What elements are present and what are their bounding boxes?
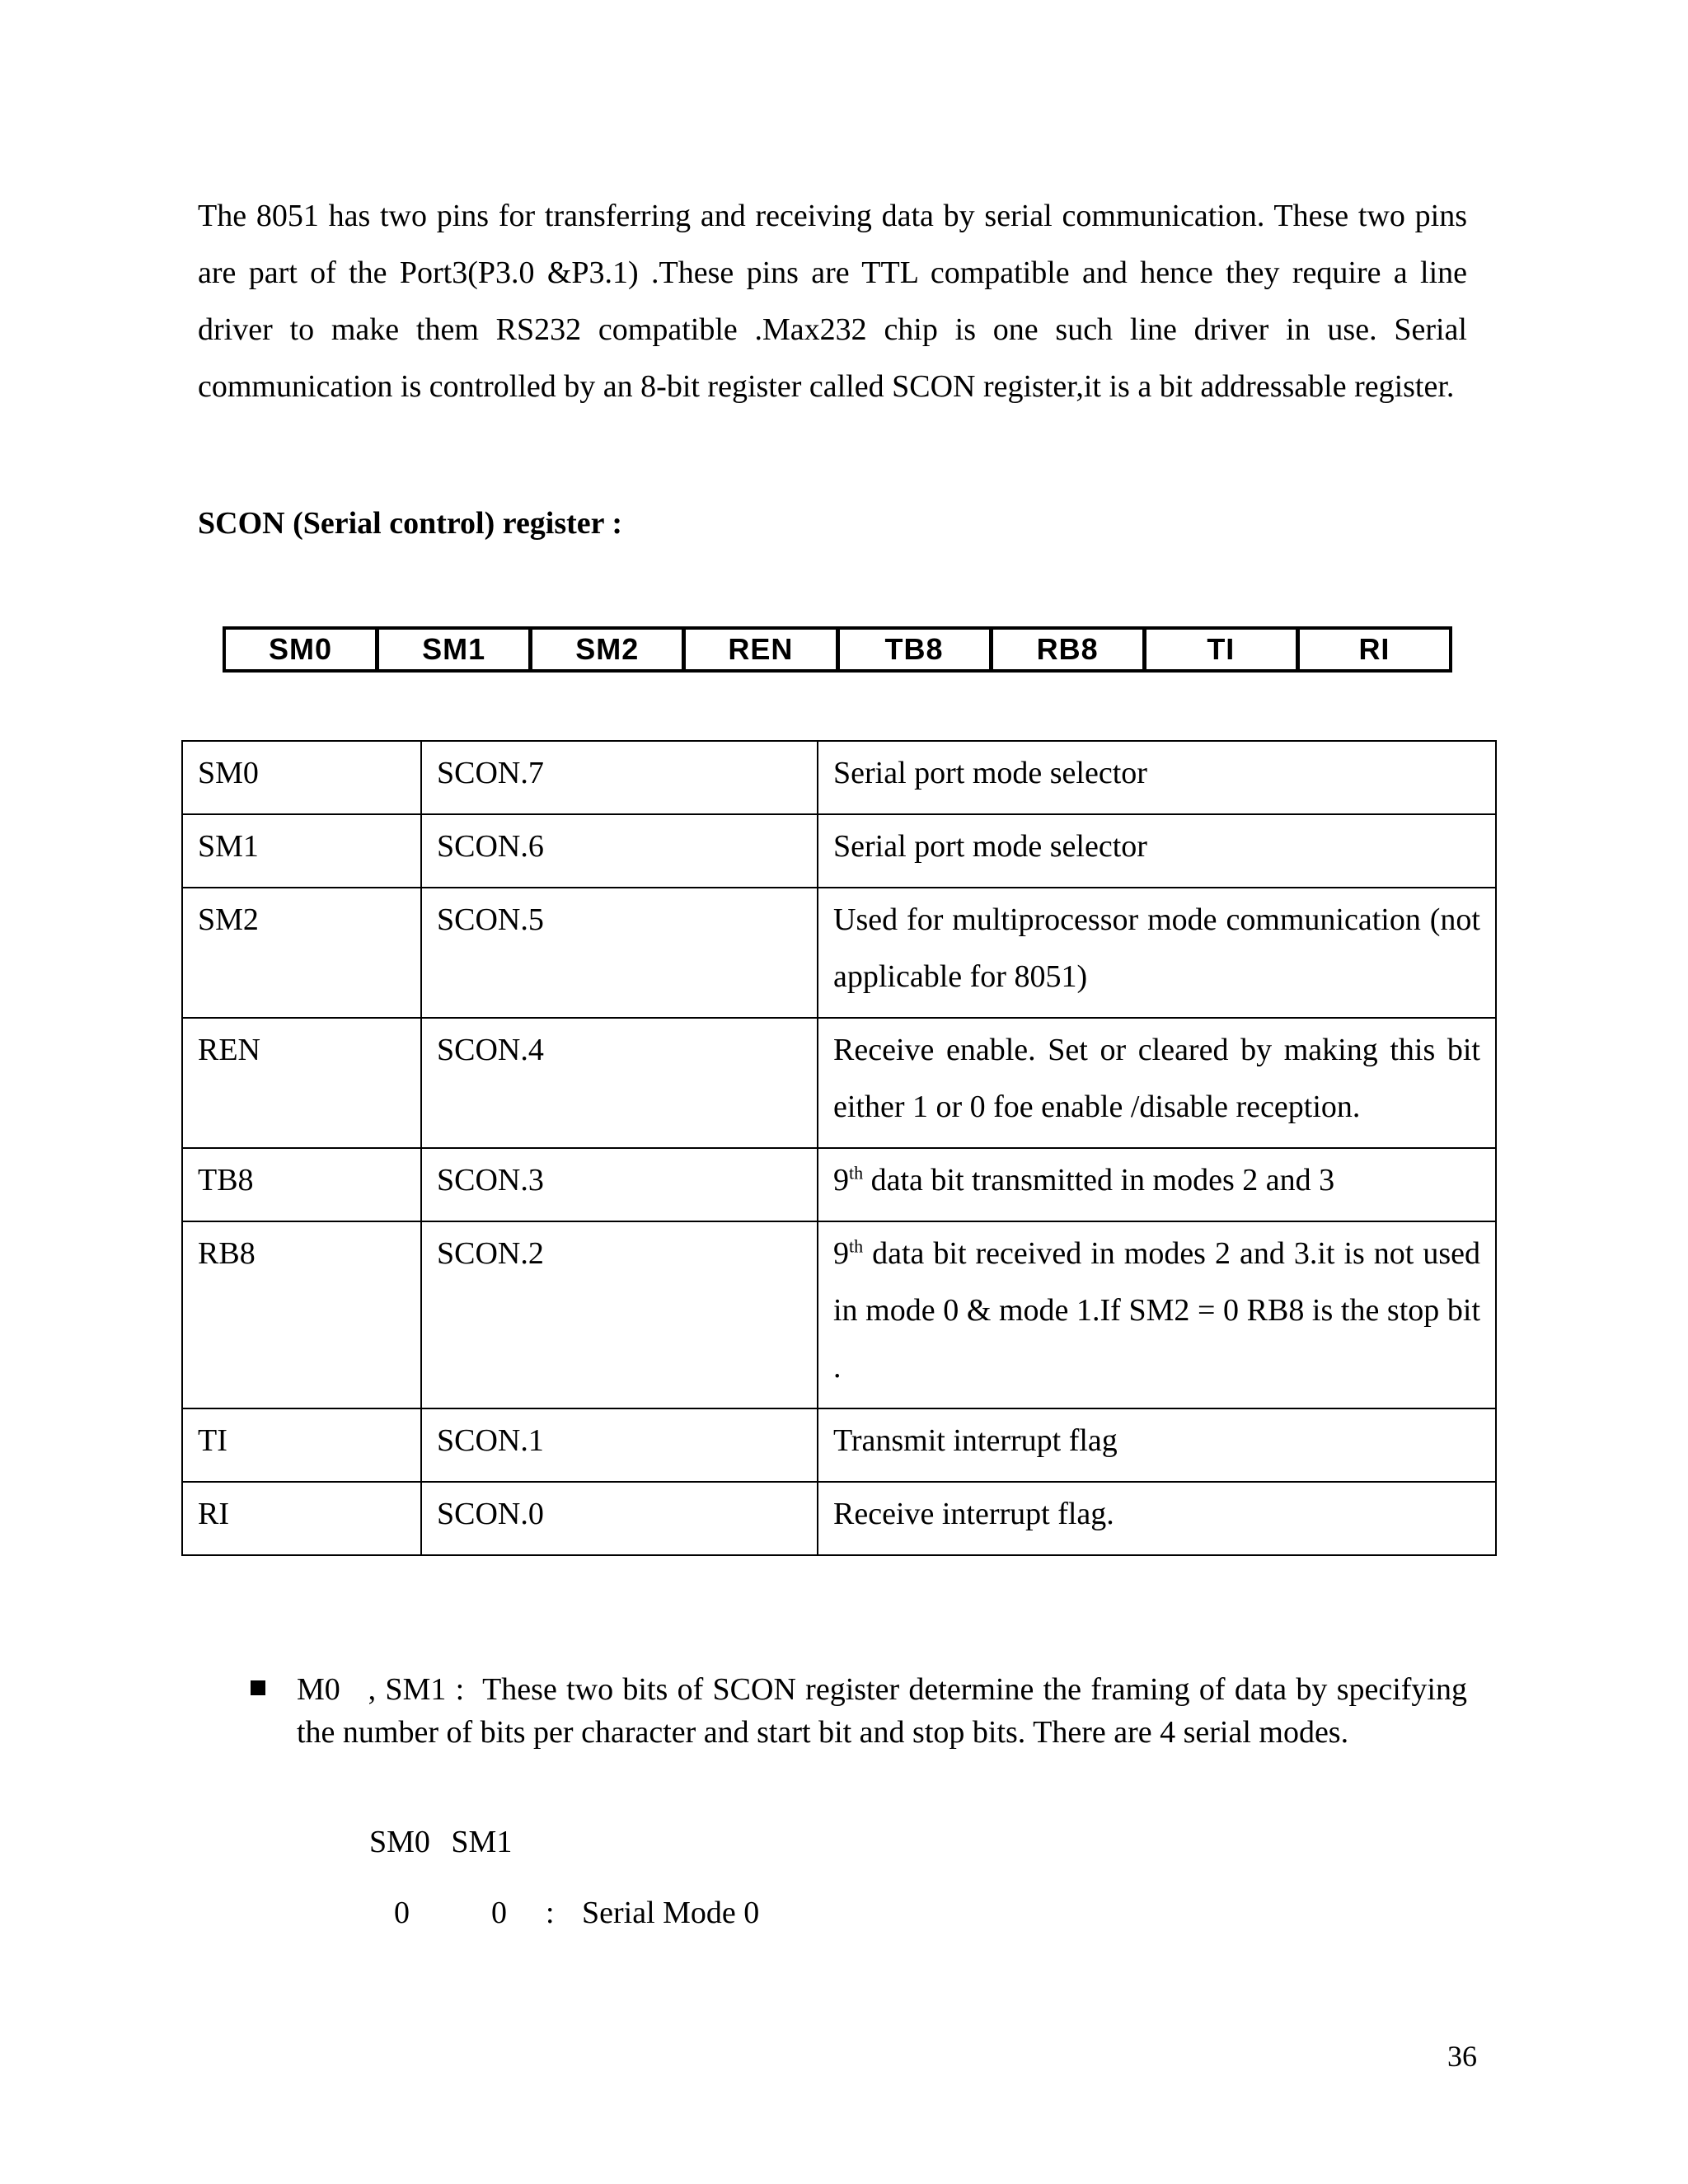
description-text: data bit transmitted in modes 2 and 3 xyxy=(863,1163,1335,1197)
table-row xyxy=(182,1221,1496,1408)
modes-header-sm1: SM1 xyxy=(451,1825,513,1859)
bit-address-cell: SCON.3 xyxy=(421,1148,818,1221)
bit-address-cell: SCON.1 xyxy=(421,1408,818,1482)
register-bit-rb8: RB8 xyxy=(993,630,1146,669)
scon-bit-table xyxy=(181,740,1497,1556)
section-heading: SCON (Serial control) register : xyxy=(198,506,623,541)
bit-name-cell: REN xyxy=(182,1018,421,1148)
bit-name-cell: TI xyxy=(182,1408,421,1482)
ordinal-suffix: th xyxy=(849,1162,864,1183)
table-row xyxy=(182,1408,1496,1482)
bit-description-cell: Used for multiprocessor mode communication (not applicable for 8051) xyxy=(818,888,1496,1018)
mode-sm1-value: 0 xyxy=(491,1896,507,1930)
bit-description-cell: Receive interrupt flag. xyxy=(818,1482,1496,1555)
mode-sm0-value: 0 xyxy=(394,1896,410,1930)
bit-description-cell xyxy=(818,1221,1496,1408)
bit-name-cell: RB8 xyxy=(182,1221,421,1408)
scon-register-diagram xyxy=(223,626,1452,673)
ordinal-number: 9 xyxy=(833,1163,849,1197)
bit-name-cell: SM1 xyxy=(182,814,421,888)
register-bit-ti: TI xyxy=(1146,630,1300,669)
ordinal-number: 9 xyxy=(833,1236,849,1271)
bit-description-cell: Serial port mode selector xyxy=(818,741,1496,814)
bit-description-cell xyxy=(818,1148,1496,1221)
table-row xyxy=(182,741,1496,814)
register-bit-ren: REN xyxy=(686,630,839,669)
register-bit-sm2: SM2 xyxy=(532,630,686,669)
table-row xyxy=(182,888,1496,1018)
bit-address-cell: SCON.0 xyxy=(421,1482,818,1555)
description-text: data bit received in modes 2 and 3.it is not used in mode 0 & mode 1.If SM2 = 0 RB8 is the stop bit . xyxy=(833,1236,1480,1385)
intro-paragraph: The 8051 has two pins for transferring and receiving data by serial communication. These two pins are part of the Port3(P3.0 &P3.1) .These pins are TTL compatible and hence they require a line driver to make them RS232 compatible .Max232 chip is one such line driver in use. Serial communication is controlled by an 8-bit register called SCON register,it is a bit addressable register. xyxy=(198,199,1467,404)
bit-description-cell: Receive enable. Set or cleared by making this bit either 1 or 0 foe enable /disable reception. xyxy=(818,1018,1496,1148)
ordinal-suffix: th xyxy=(849,1235,864,1257)
bullet-text: M0 , SM1 : These two bits of SCON register determine the framing of data by specifying the number of bits per character and start bit and stop bits. There are 4 serial modes. xyxy=(297,1672,1475,1750)
register-bit-tb8: TB8 xyxy=(840,630,993,669)
table-row xyxy=(182,1148,1496,1221)
mode-label: Serial Mode 0 xyxy=(582,1896,760,1930)
table-row xyxy=(182,1482,1496,1555)
bit-name-cell: SM0 xyxy=(182,741,421,814)
bit-name-cell: SM2 xyxy=(182,888,421,1018)
register-bit-sm1: SM1 xyxy=(379,630,532,669)
bit-description-cell: Transmit interrupt flag xyxy=(818,1408,1496,1482)
bit-name-cell: TB8 xyxy=(182,1148,421,1221)
square-bullet-icon xyxy=(251,1680,265,1695)
page-number: 36 xyxy=(1447,2040,1477,2073)
mode-separator: : xyxy=(546,1896,555,1930)
modes-header-sm0: SM0 xyxy=(369,1825,430,1859)
modes-header xyxy=(369,1823,512,1861)
bit-description-cell: Serial port mode selector xyxy=(818,814,1496,888)
bit-address-cell: SCON.2 xyxy=(421,1221,818,1408)
table-row xyxy=(182,1018,1496,1148)
bit-name-cell: RI xyxy=(182,1482,421,1555)
register-bit-sm0: SM0 xyxy=(226,630,379,669)
bit-address-cell: SCON.4 xyxy=(421,1018,818,1148)
register-bit-ri: RI xyxy=(1358,632,1390,666)
bit-address-cell: SCON.5 xyxy=(421,888,818,1018)
bullet-item xyxy=(251,1668,1475,1754)
table-row xyxy=(182,814,1496,888)
bit-address-cell: SCON.6 xyxy=(421,814,818,888)
bit-address-cell: SCON.7 xyxy=(421,741,818,814)
